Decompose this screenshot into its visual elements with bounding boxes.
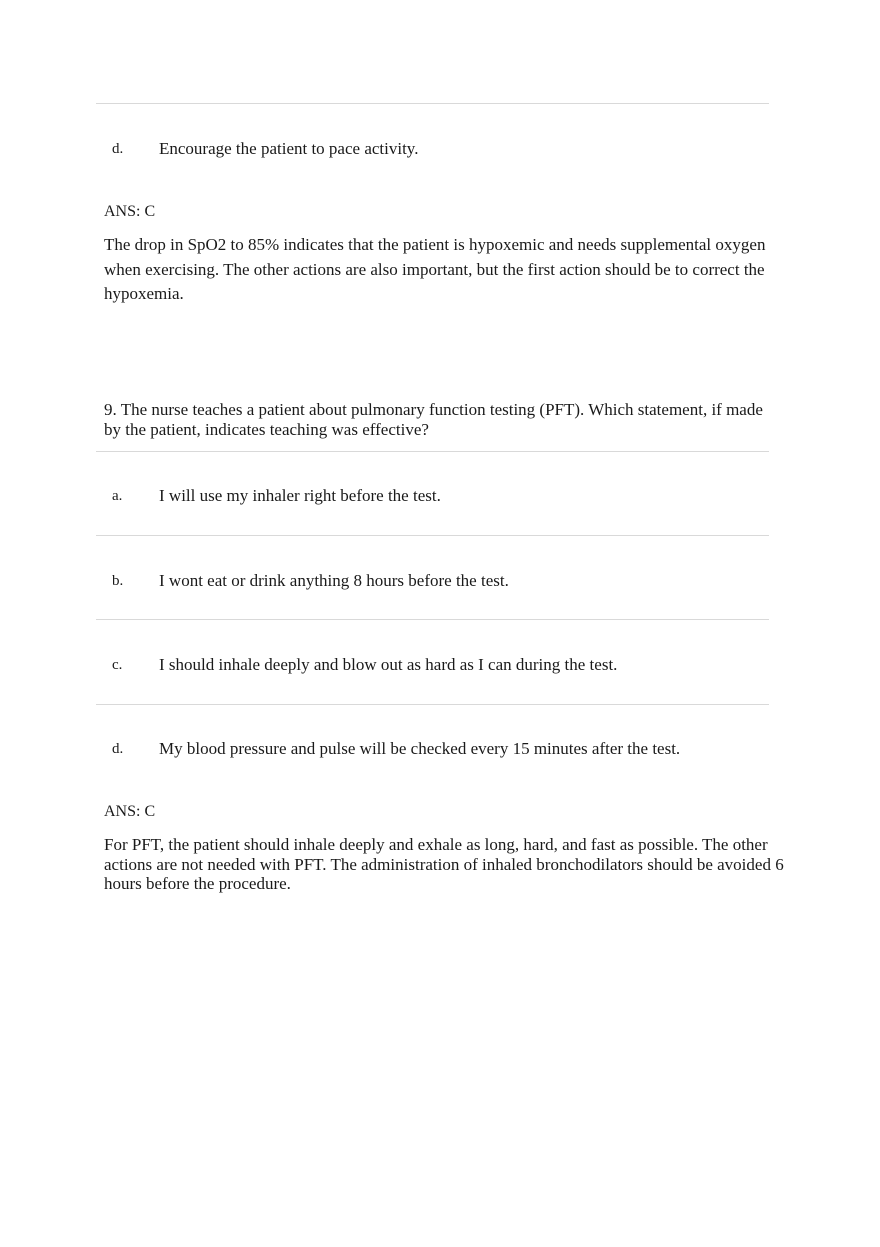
option-text: Encourage the patient to pace activity. bbox=[159, 139, 419, 158]
option-text: I wont eat or drink anything 8 hours before the test. bbox=[159, 571, 509, 590]
option-text: I should inhale deeply and blow out as hard as I can during the test. bbox=[159, 655, 618, 674]
option-letter: c. bbox=[112, 657, 123, 673]
divider bbox=[96, 535, 769, 536]
option-letter: d. bbox=[112, 141, 124, 157]
q8-answer: ANS: C bbox=[104, 203, 156, 220]
divider bbox=[96, 704, 769, 705]
option-text: My blood pressure and pulse will be checked every 15 minutes after the test. bbox=[159, 739, 681, 758]
option-text: I will use my inhaler right before the test. bbox=[159, 486, 441, 505]
divider bbox=[96, 451, 769, 452]
q8-rationale: The drop in SpO2 to 85% indicates that the patient is hypoxemic and needs supplemental oxygen when exercising. The other actions are also important, but the first action should be to correct the hypoxemia. bbox=[104, 235, 766, 303]
divider bbox=[96, 619, 769, 620]
divider bbox=[96, 103, 769, 104]
option-letter: a. bbox=[112, 488, 123, 504]
q9-rationale: For PFT, the patient should inhale deeply and exhale as long, hard, and fast as possible. The other actions are not needed with PFT. The administration of inhaled bronchodilators should be avoided 6 hours before the procedure. bbox=[104, 835, 784, 893]
option-letter: d. bbox=[112, 741, 124, 757]
option-letter: b. bbox=[112, 573, 124, 589]
q9-answer: ANS: C bbox=[104, 803, 156, 820]
q9-question: 9. The nurse teaches a patient about pulmonary function testing (PFT). Which statement, if made by the patient, indicates teaching was effective? bbox=[104, 400, 763, 439]
